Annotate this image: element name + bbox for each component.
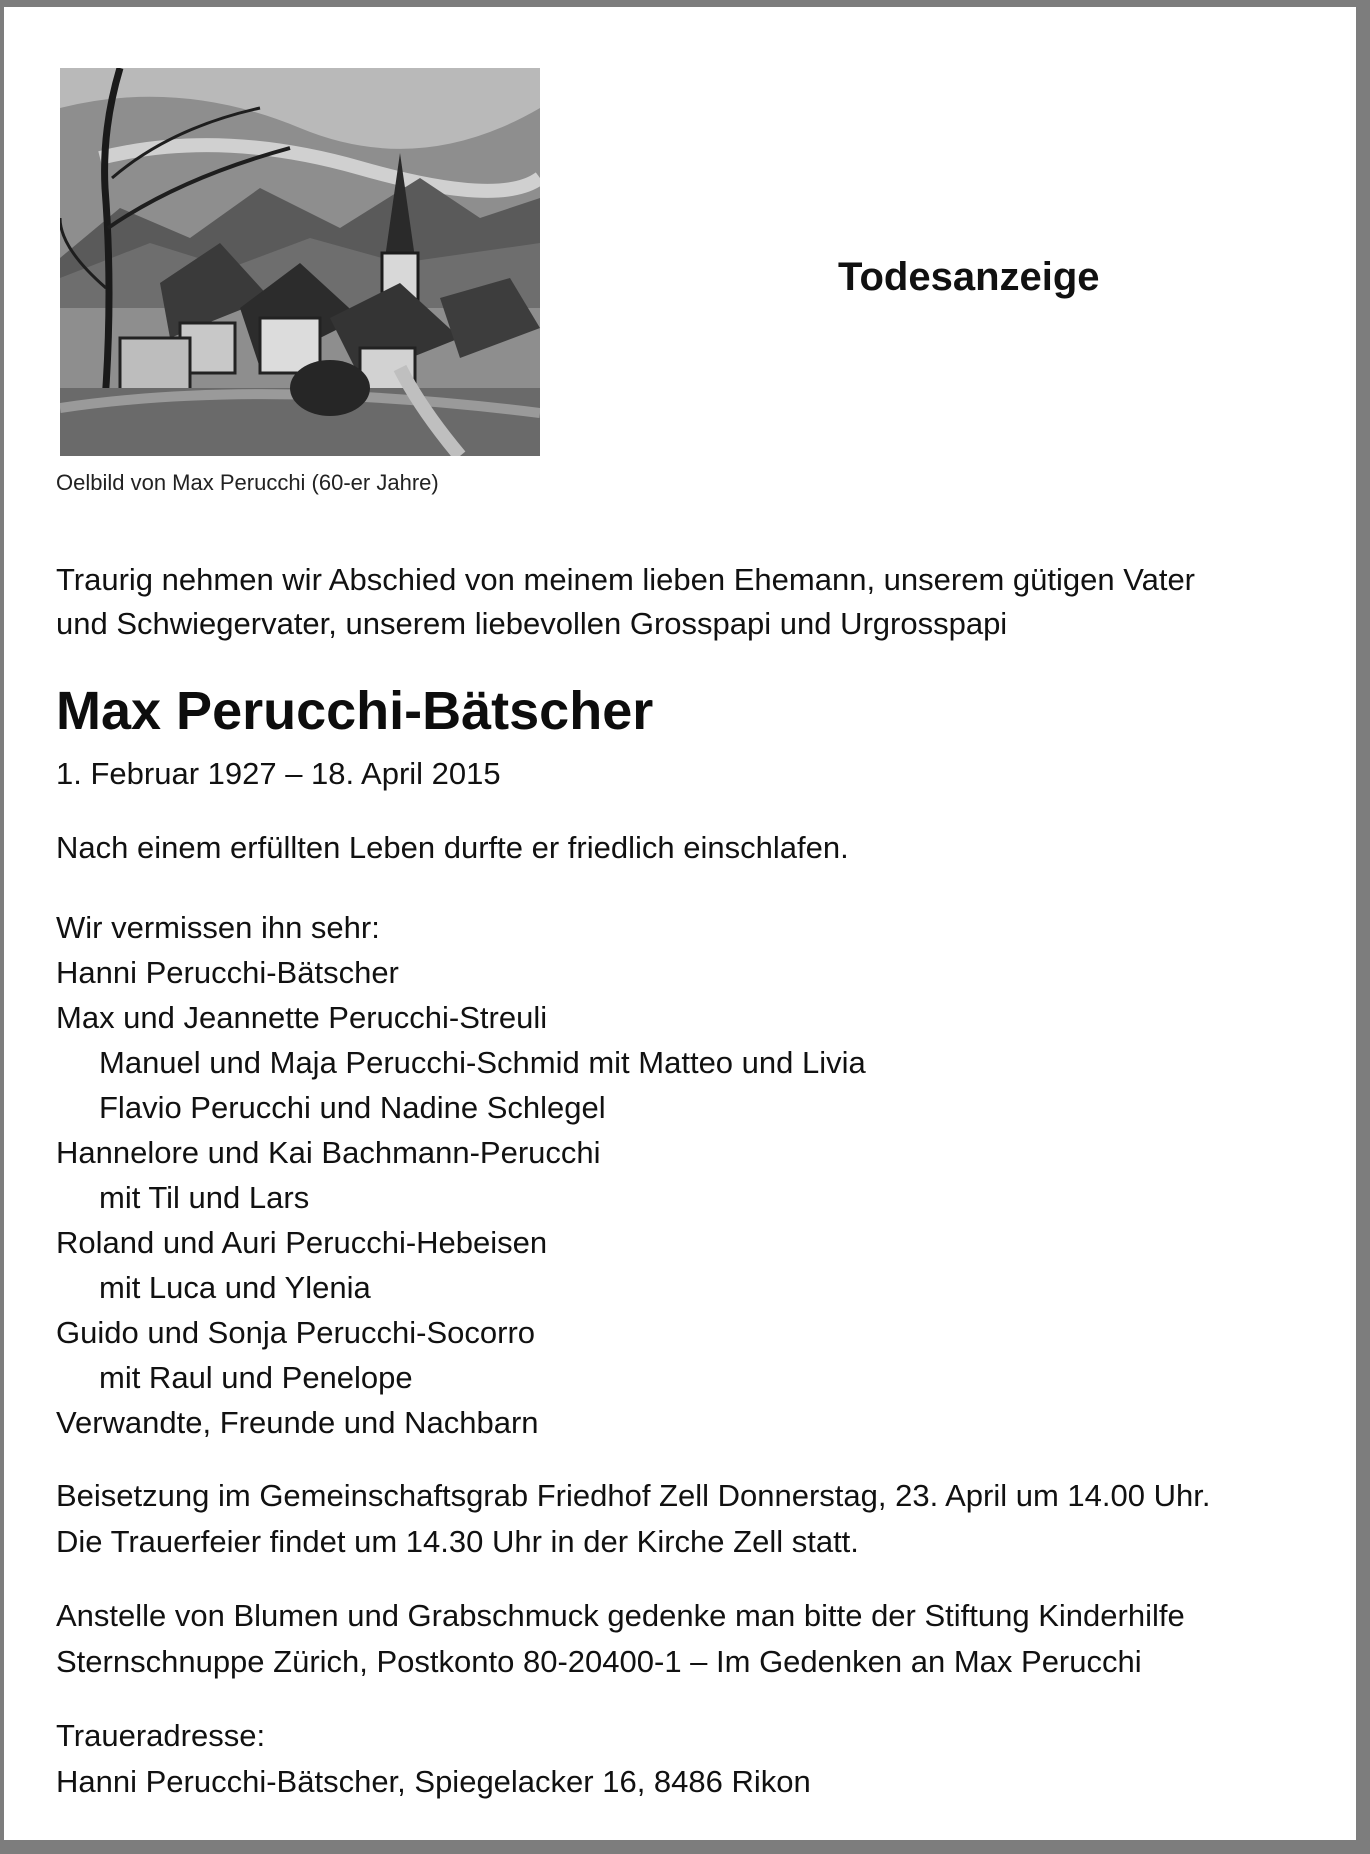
mourning-address bbox=[56, 1713, 811, 1805]
donation-info bbox=[56, 1593, 1185, 1685]
address-value: Hanni Perucchi-Bätscher, Spiegelacker 16, 8486 Rikon bbox=[56, 1764, 811, 1799]
mourner-line: Guido und Sonja Perucchi-Socorro bbox=[56, 1315, 536, 1350]
burial-info bbox=[56, 1473, 1210, 1565]
intro-line: Traurig nehmen wir Abschied von meinem lieben Ehemann, unserem gütigen Vater bbox=[56, 562, 1196, 597]
mourners-heading: Wir vermissen ihn sehr: bbox=[56, 910, 380, 945]
life-dates: 1. Februar 1927 – 18. April 2015 bbox=[56, 756, 501, 791]
mourner-line: Manuel und Maja Perucchi-Schmid mit Matteo und Livia bbox=[99, 1045, 866, 1080]
mourner-line: Flavio Perucchi und Nadine Schlegel bbox=[99, 1090, 606, 1125]
farewell-sentence: Nach einem erfüllten Leben durfte er friedlich einschlafen. bbox=[56, 830, 849, 865]
painting-image bbox=[60, 68, 540, 456]
painting-caption: Oelbild von Max Perucchi (60-er Jahre) bbox=[56, 470, 439, 495]
address-label: Traueradresse: bbox=[56, 1718, 266, 1753]
notice-title: Todesanzeige bbox=[838, 255, 1100, 299]
intro-line: und Schwiegervater, unserem liebevollen Grosspapi und Urgrosspapi bbox=[56, 606, 1008, 641]
donation-line: Sternschnuppe Zürich, Postkonto 80-20400-1 – Im Gedenken an Max Perucchi bbox=[56, 1644, 1142, 1679]
mourner-line: mit Luca und Ylenia bbox=[99, 1270, 371, 1305]
mourner-line: Verwandte, Freunde und Nachbarn bbox=[56, 1405, 539, 1440]
burial-line: Beisetzung im Gemeinschaftsgrab Friedhof Zell Donnerstag, 23. April um 14.00 Uhr. bbox=[56, 1478, 1211, 1513]
mourner-line: mit Til und Lars bbox=[99, 1180, 310, 1215]
deceased-name: Max Perucchi-Bätscher bbox=[56, 681, 654, 741]
mourners-list bbox=[56, 905, 866, 1445]
intro-text bbox=[56, 558, 1336, 646]
donation-line: Anstelle von Blumen und Grabschmuck gedenke man bitte der Stiftung Kinderhilfe bbox=[56, 1598, 1185, 1633]
mourner-line: Hanni Perucchi-Bätscher bbox=[56, 955, 399, 990]
mourner-line: mit Raul und Penelope bbox=[99, 1360, 413, 1395]
mourner-line: Max und Jeannette Perucchi-Streuli bbox=[56, 1000, 548, 1035]
mourner-line: Hannelore und Kai Bachmann-Perucchi bbox=[56, 1135, 601, 1170]
mourner-line: Roland und Auri Perucchi-Hebeisen bbox=[56, 1225, 548, 1260]
burial-line: Die Trauerfeier findet um 14.30 Uhr in der Kirche Zell statt. bbox=[56, 1524, 859, 1559]
